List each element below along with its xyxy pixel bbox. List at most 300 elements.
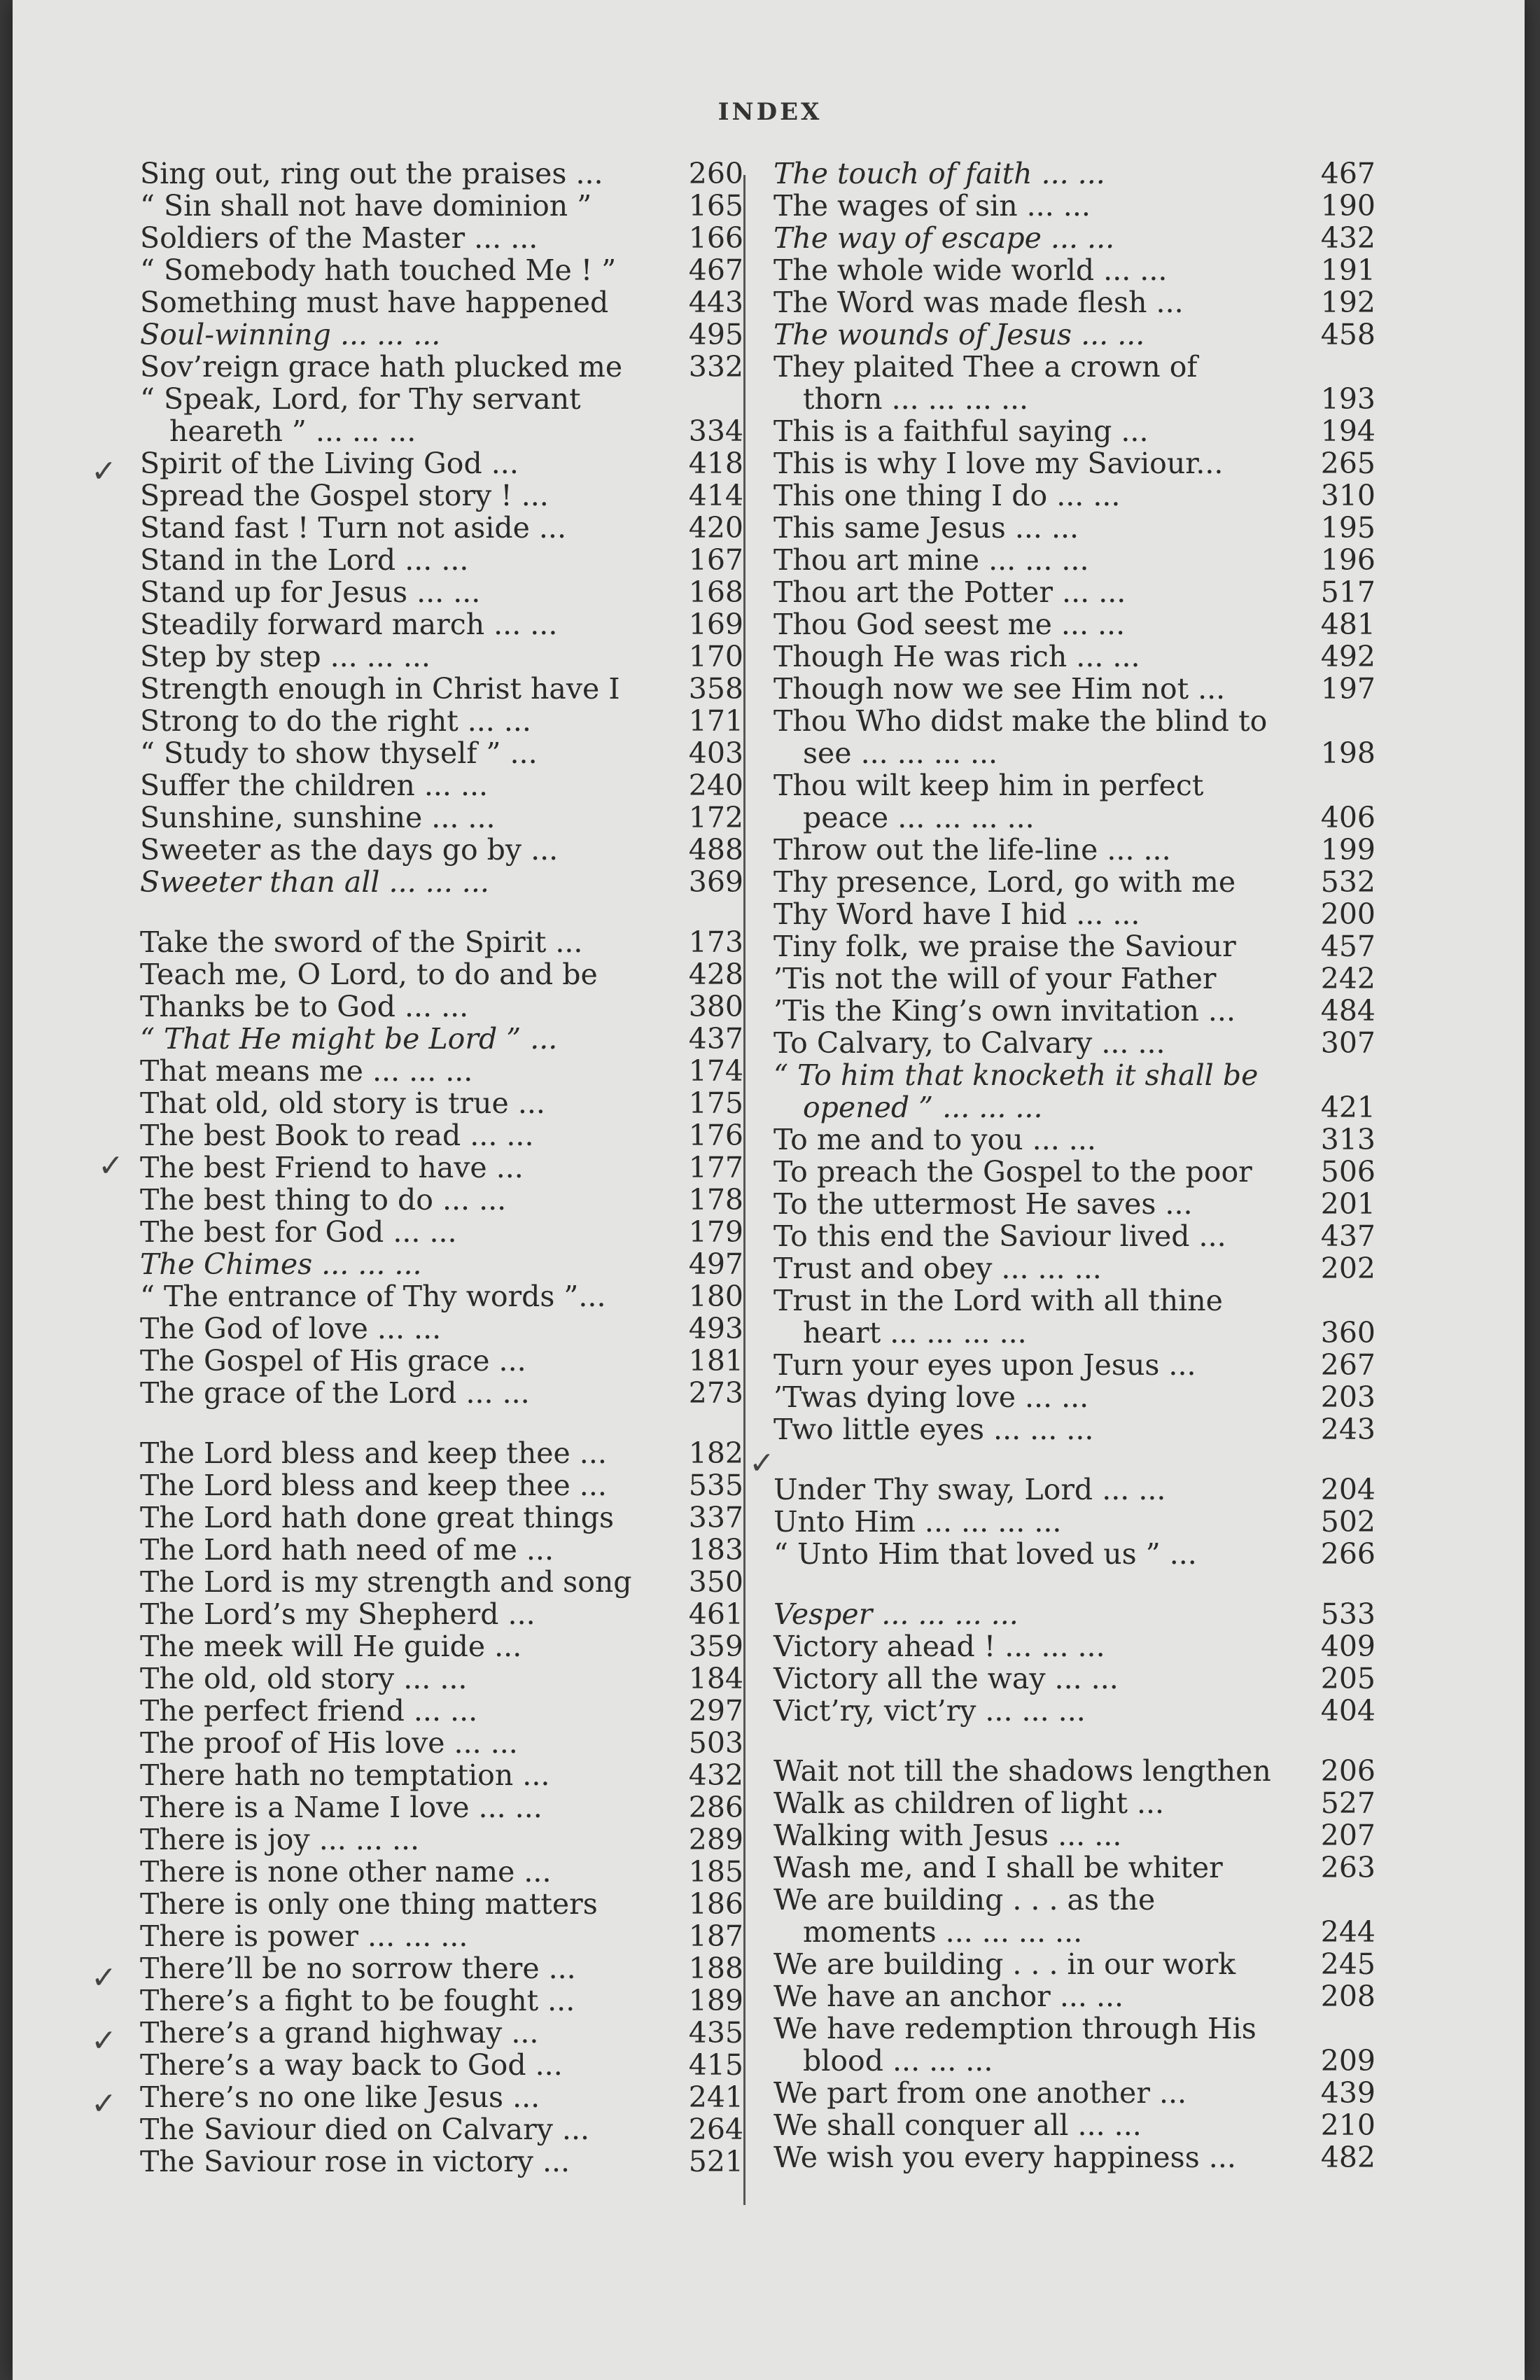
- index-entry: [774, 512, 1376, 544]
- index-entry: [140, 479, 743, 512]
- hymn-title: [774, 479, 1306, 512]
- hymn-title-text: Thou wilt keep him in perfect: [774, 769, 1204, 802]
- hymn-title: [774, 962, 1306, 995]
- index-entry: [774, 576, 1376, 608]
- hymn-title-text: Stand up for Jesus ... ...: [140, 575, 481, 609]
- hymn-title: [774, 544, 1306, 576]
- hymn-number: 521: [688, 2145, 743, 2178]
- hymn-number: 420: [688, 511, 743, 545]
- index-section: [140, 1437, 743, 2178]
- hymn-number: 484: [1320, 994, 1376, 1028]
- hymn-number: 190: [1320, 189, 1376, 223]
- hymn-title-text: There’s a fight to be fought ...: [140, 1984, 575, 2017]
- hymn-number: 414: [688, 479, 743, 512]
- hymn-title: [140, 1952, 673, 1984]
- hymn-title-text: The perfect friend ... ...: [140, 1694, 478, 1728]
- index-entry: [774, 1851, 1376, 1884]
- hymn-title-text: The wounds of Jesus ... ...: [774, 318, 1145, 351]
- index-entry: [774, 1349, 1376, 1381]
- hymn-title-text: The Lord is my strength and song: [140, 1565, 632, 1599]
- hymn-number: 183: [688, 1533, 743, 1567]
- hymn-title-text: The Lord hath need of me ...: [140, 1533, 554, 1567]
- index-entry: [774, 2077, 1376, 2109]
- hymn-number: 467: [688, 253, 743, 287]
- index-section: [140, 158, 743, 898]
- hymn-title-text: The wages of sin ... ...: [774, 189, 1091, 223]
- hymn-title-text: Strength enough in Christ have I: [140, 672, 620, 706]
- index-entry: [140, 1888, 743, 1920]
- hymn-title-text: Sunshine, sunshine ... ...: [140, 801, 496, 834]
- hymn-title-text: “ Unto Him that loved us ” ...: [774, 1537, 1197, 1571]
- hymn-title-text: We wish you every happiness ...: [774, 2141, 1236, 2174]
- hymn-title-text: The way of escape ... ...: [774, 221, 1115, 255]
- hymn-title-text: Though He was rich ... ...: [774, 640, 1140, 673]
- hymn-title: [140, 1662, 673, 1695]
- index-entry: [140, 1023, 743, 1055]
- hymn-number: 198: [1320, 736, 1376, 770]
- hymn-title: [140, 1727, 673, 1759]
- hymn-number: 264: [688, 2113, 743, 2146]
- index-entry: [140, 1312, 743, 1345]
- hymn-title-text: We have redemption through His: [774, 2012, 1256, 2045]
- hymn-number: 495: [688, 318, 743, 351]
- hymn-number: 350: [688, 1565, 743, 1599]
- index-entry: [140, 737, 743, 769]
- hymn-title: [140, 608, 673, 640]
- hymn-title-text: Take the sword of the Spirit ...: [140, 925, 583, 959]
- hymn-title: [140, 318, 673, 351]
- hymn-title-text: The grace of the Lord ... ...: [140, 1376, 530, 1410]
- hymn-title-text: Trust and obey ... ... ...: [774, 1252, 1102, 1285]
- hymn-title-text: To Calvary, to Calvary ... ...: [774, 1026, 1166, 1060]
- hymn-title-text: There’s a way back to God ...: [140, 2048, 563, 2082]
- index-entry: [140, 802, 743, 834]
- hymn-title: [140, 1888, 673, 1920]
- hymn-number: 245: [1320, 1947, 1376, 1981]
- hymn-number: 188: [688, 1952, 743, 1985]
- hymn-title-text: There is a Name I love ... ...: [140, 1791, 542, 1824]
- hymn-title-text: The meek will He guide ...: [140, 1630, 522, 1663]
- hymn-title: [774, 1252, 1306, 1284]
- hymn-number: 193: [1320, 382, 1376, 416]
- index-entry: [140, 1534, 743, 1566]
- hymn-title: [774, 1220, 1306, 1252]
- hymn-title-text: The God of love ... ...: [140, 1312, 442, 1345]
- pencil-check-mark-icon: ✓: [91, 454, 117, 489]
- hymn-title-text: The touch of faith ... ...: [774, 157, 1105, 190]
- hymn-title-continuation: opened ” ... ... ...: [803, 1091, 1043, 1124]
- hymn-title-continuation: blood ... ... ...: [803, 2044, 993, 2078]
- hymn-title-text: Unto Him ... ... ... ...: [774, 1505, 1062, 1539]
- hymn-title-text: Thou art the Potter ... ...: [774, 575, 1126, 609]
- hymn-number: 205: [1320, 1662, 1376, 1695]
- hymn-title: [774, 447, 1306, 479]
- hymn-title-text: The best Book to read ... ...: [140, 1119, 534, 1152]
- hymn-number: 502: [1320, 1505, 1376, 1539]
- hymn-number: 358: [688, 672, 743, 706]
- hymn-title-text: The Lord bless and keep thee ...: [140, 1436, 607, 1470]
- hymn-title: [140, 705, 673, 737]
- hymn-title: [140, 1216, 673, 1248]
- hymn-title-text: That means me ... ... ...: [140, 1054, 473, 1088]
- hymn-number: 503: [688, 1726, 743, 1760]
- index-entry: [140, 1598, 743, 1630]
- index-entry: [774, 1695, 1376, 1727]
- hymn-number: 196: [1320, 543, 1376, 577]
- hymn-title-text: The Lord hath done great things: [140, 1501, 614, 1534]
- hymn-number: 497: [688, 1247, 743, 1281]
- hymn-number: 189: [688, 1984, 743, 2017]
- hymn-title: [140, 1023, 673, 1055]
- hymn-title: [774, 834, 1306, 866]
- hymn-title-text: Stand in the Lord ... ...: [140, 543, 469, 577]
- index-entry: [140, 2017, 743, 2049]
- hymn-number: 176: [688, 1119, 743, 1152]
- hymn-number: 180: [688, 1280, 743, 1313]
- hymn-title: [774, 158, 1306, 190]
- hymn-title-text: Teach me, O Lord, to do and be: [140, 958, 598, 991]
- hymn-number: 173: [688, 925, 743, 959]
- index-entry: [140, 866, 743, 898]
- index-entry: [774, 1598, 1376, 1630]
- hymn-title: [140, 1791, 673, 1823]
- hymn-title-text: Steadily forward march ... ...: [140, 608, 558, 641]
- hymn-title: [774, 640, 1306, 673]
- hymn-number: 481: [1320, 608, 1376, 641]
- index-entry: [774, 930, 1376, 962]
- hymn-title: [140, 1119, 673, 1152]
- hymn-number: 244: [1320, 1915, 1376, 1949]
- hymn-title: [774, 1851, 1306, 1884]
- hymn-number: 517: [1320, 575, 1376, 609]
- hymn-title-text: Victory ahead ! ... ... ...: [774, 1630, 1105, 1663]
- hymn-title-text: Strong to do the right ... ...: [140, 704, 531, 738]
- index-entry: [774, 1506, 1376, 1538]
- hymn-number: 209: [1320, 2044, 1376, 2078]
- hymn-title-text: Soul-winning ... ... ...: [140, 318, 441, 351]
- hymn-title: [774, 930, 1306, 962]
- hymn-title-text: Tiny folk, we praise the Saviour: [774, 930, 1236, 963]
- page-title: INDEX: [718, 98, 822, 126]
- index-entry: [140, 640, 743, 673]
- index-entry: [140, 958, 743, 990]
- hymn-title: [140, 1630, 673, 1662]
- hymn-title-text: Though now we see Him not ...: [774, 672, 1226, 706]
- hymn-number: 409: [1320, 1630, 1376, 1663]
- hymn-title-text: To preach the Gospel to the poor: [774, 1155, 1252, 1189]
- index-entry: [140, 254, 743, 286]
- hymn-title-continuation: moments ... ... ... ...: [803, 1915, 1083, 1949]
- hymn-title-text: Vict’ry, vict’ry ... ... ...: [774, 1694, 1086, 1728]
- hymn-title-text: Two little eyes ... ... ...: [774, 1413, 1094, 1446]
- hymn-title: [140, 190, 673, 222]
- hymn-number: 439: [1320, 2076, 1376, 2110]
- index-entry: [140, 1087, 743, 1119]
- index-entry: [140, 2146, 743, 2178]
- hymn-title-text: Vesper ... ... ... ...: [774, 1597, 1018, 1631]
- index-entry: [140, 1791, 743, 1823]
- hymn-title: [140, 2113, 673, 2146]
- hymn-number: 169: [688, 608, 743, 641]
- index-section: [774, 1755, 1376, 2174]
- hymn-title: [774, 1980, 1306, 2012]
- hymn-title: [140, 673, 673, 705]
- hymn-title: [140, 1502, 673, 1534]
- hymn-title: [774, 705, 1306, 769]
- hymn-number: 313: [1320, 1123, 1376, 1156]
- hymn-title: [140, 834, 673, 866]
- hymn-title: [140, 1377, 673, 1409]
- index-entry: [774, 1252, 1376, 1284]
- hymn-title-text: The best for God ... ...: [140, 1215, 457, 1249]
- hymn-title-text: The Chimes ... ... ...: [140, 1247, 422, 1281]
- hymn-title-text: The best Friend to have ...: [140, 1151, 524, 1184]
- index-entry: [140, 1662, 743, 1695]
- hymn-title-text: Stand fast ! Turn not aside ...: [140, 511, 566, 545]
- index-entry: [140, 2113, 743, 2146]
- hymn-number: 263: [1320, 1851, 1376, 1884]
- hymn-title-text: Sing out, ring out the praises ...: [140, 157, 603, 190]
- hymn-number: 532: [1320, 865, 1376, 899]
- hymn-title-text: Step by step ... ... ...: [140, 640, 430, 673]
- hymn-title: [774, 254, 1306, 286]
- hymn-title: [140, 1598, 673, 1630]
- hymn-number: 535: [688, 1469, 743, 1502]
- hymn-title-continuation: heareth ” ... ... ...: [169, 414, 416, 448]
- hymn-number: 179: [688, 1215, 743, 1249]
- index-entry: [140, 1280, 743, 1312]
- hymn-title-text: Thanks be to God ... ...: [140, 990, 469, 1023]
- hymn-number: 403: [688, 736, 743, 770]
- hymn-title-text: “ To him that knocketh it shall be: [774, 1058, 1259, 1092]
- index-entry: [774, 1124, 1376, 1156]
- index-entry: [774, 1474, 1376, 1506]
- hymn-title-text: Soldiers of the Master ... ...: [140, 221, 538, 255]
- index-entry: [774, 1156, 1376, 1188]
- hymn-number: 527: [1320, 1786, 1376, 1820]
- index-entry: [140, 1920, 743, 1952]
- hymn-title: [140, 158, 673, 190]
- hymn-title: [140, 737, 673, 769]
- hymn-number: 204: [1320, 1473, 1376, 1506]
- hymn-title: [140, 990, 673, 1023]
- index-entry: [774, 673, 1376, 705]
- index-entry: [140, 1055, 743, 1087]
- hymn-title-text: Under Thy sway, Lord ... ...: [774, 1473, 1166, 1506]
- hymn-title-text: There is none other name ...: [140, 1855, 552, 1889]
- hymn-number: 241: [688, 2080, 743, 2114]
- index-entry: [774, 1538, 1376, 1570]
- hymn-number: 332: [688, 350, 743, 384]
- hymn-title-text: Thy Word have I hid ... ...: [774, 897, 1140, 931]
- index-entry: [774, 962, 1376, 995]
- hymn-title-text: Wash me, and I shall be whiter: [774, 1851, 1223, 1884]
- hymn-number: 506: [1320, 1155, 1376, 1189]
- index-entry: [140, 1469, 743, 1502]
- index-entry: [140, 1856, 743, 1888]
- index-entry: [140, 1952, 743, 1984]
- index-entry: [140, 447, 743, 479]
- hymn-number: 307: [1320, 1026, 1376, 1060]
- hymn-title-text: We are building . . . as the: [774, 1883, 1156, 1917]
- index-entry: [774, 834, 1376, 866]
- hymn-title: [774, 286, 1306, 318]
- index-entry: [140, 1119, 743, 1152]
- hymn-title-text: Thou art mine ... ... ...: [774, 543, 1089, 577]
- index-entry: [140, 1345, 743, 1377]
- hymn-title: [140, 1469, 673, 1502]
- hymn-title: [774, 1027, 1306, 1059]
- hymn-number: 289: [688, 1823, 743, 1856]
- hymn-number: 265: [1320, 447, 1376, 480]
- hymn-number: 360: [1320, 1316, 1376, 1350]
- hymn-title-text: Walking with Jesus ... ...: [774, 1819, 1122, 1852]
- index-entry: [140, 2049, 743, 2081]
- hymn-title: [140, 2049, 673, 2081]
- hymn-title: [140, 1184, 673, 1216]
- index-entry: [774, 1980, 1376, 2012]
- index-entry: [140, 608, 743, 640]
- hymn-number: 432: [688, 1758, 743, 1792]
- index-entry: [140, 1502, 743, 1534]
- index-column-right: [774, 158, 1376, 2202]
- hymn-number: 187: [688, 1919, 743, 1953]
- hymn-title: [774, 1755, 1306, 1787]
- index-entry: [140, 834, 743, 866]
- hymn-title-text: Throw out the life-line ... ...: [774, 833, 1171, 867]
- hymn-title-text: Thou Who didst make the blind to: [774, 704, 1268, 738]
- hymn-number: 197: [1320, 672, 1376, 706]
- pencil-check-mark-icon: ✓: [749, 1446, 775, 1481]
- hymn-title: [774, 1381, 1306, 1413]
- hymn-title: [774, 1819, 1306, 1851]
- index-entry: [140, 383, 743, 447]
- index-entry: [774, 286, 1376, 318]
- hymn-number: 492: [1320, 640, 1376, 673]
- hymn-title-text: Something must have happened: [140, 286, 609, 319]
- hymn-number: 286: [688, 1791, 743, 1824]
- hymn-title: [774, 1156, 1306, 1188]
- hymn-title-text: “ That He might be Lord ” ...: [140, 1022, 558, 1056]
- hymn-number: 273: [688, 1376, 743, 1410]
- hymn-title: [774, 1630, 1306, 1662]
- hymn-number: 260: [688, 157, 743, 190]
- hymn-title: [140, 802, 673, 834]
- index-entry: [140, 318, 743, 351]
- hymn-number: 421: [1320, 1091, 1376, 1124]
- hymn-title-text: Walk as children of light ...: [774, 1786, 1165, 1820]
- hymn-title-text: Wait not till the shadows lengthen: [774, 1754, 1271, 1788]
- column-divider: [743, 175, 746, 2205]
- index-entry: [774, 190, 1376, 222]
- hymn-title: [140, 1087, 673, 1119]
- index-entry: [774, 2141, 1376, 2174]
- hymn-number: 418: [688, 447, 743, 480]
- index-entry: [140, 1727, 743, 1759]
- hymn-title-text: The Saviour died on Calvary ...: [140, 2113, 590, 2146]
- index-section: [774, 1598, 1376, 1727]
- hymn-title-text: Sweeter than all ... ... ...: [140, 865, 489, 899]
- hymn-number: 208: [1320, 1980, 1376, 2013]
- hymn-number: 432: [1320, 221, 1376, 255]
- hymn-number: 482: [1320, 2141, 1376, 2174]
- index-entry: [140, 544, 743, 576]
- hymn-title: [140, 1695, 673, 1727]
- index-entry: [140, 1248, 743, 1280]
- index-entry: [140, 1184, 743, 1216]
- hymn-number: 493: [688, 1312, 743, 1345]
- hymn-title-text: Thy presence, Lord, go with me: [774, 865, 1236, 899]
- hymn-title-text: The Saviour rose in victory ...: [140, 2145, 570, 2178]
- hymn-title: [140, 1055, 673, 1087]
- index-entry: [774, 1819, 1376, 1851]
- hymn-number: 380: [688, 990, 743, 1023]
- hymn-number: 178: [688, 1183, 743, 1217]
- hymn-title: [140, 866, 673, 898]
- hymn-number: 174: [688, 1054, 743, 1088]
- index-entry: [140, 2081, 743, 2113]
- hymn-title-text: “ Sin shall not have dominion ”: [140, 189, 592, 223]
- hymn-title: [774, 769, 1306, 834]
- hymn-title-continuation: heart ... ... ... ...: [803, 1316, 1027, 1350]
- index-entry: [774, 1188, 1376, 1220]
- index-entry: [774, 1220, 1376, 1252]
- hymn-number: 240: [688, 769, 743, 802]
- hymn-title-text: Spirit of the Living God ...: [140, 447, 519, 480]
- hymn-title: [140, 383, 673, 447]
- pencil-check-mark-icon: ✓: [91, 1960, 117, 1996]
- hymn-number: 165: [688, 189, 743, 223]
- hymn-number: 435: [688, 2016, 743, 2050]
- hymn-title-text: There is joy ... ... ...: [140, 1823, 420, 1856]
- hymn-title: [140, 1248, 673, 1280]
- hymn-title: [140, 1345, 673, 1377]
- index-entry: [774, 1662, 1376, 1695]
- hymn-number: 415: [688, 2048, 743, 2082]
- hymn-title: [140, 222, 673, 254]
- hymn-title-text: There is only one thing matters: [140, 1887, 598, 1921]
- index-entry: [774, 866, 1376, 898]
- index-entry: [140, 673, 743, 705]
- hymn-title: [774, 1598, 1306, 1630]
- pencil-check-mark-icon: ✓: [91, 2086, 117, 2122]
- hymn-title: [140, 2017, 673, 2049]
- hymn-number: 297: [688, 1694, 743, 1728]
- hymn-title-continuation: thorn ... ... ... ...: [803, 382, 1029, 416]
- hymn-title-text: There’s a grand highway ...: [140, 2016, 539, 2050]
- hymn-title: [774, 608, 1306, 640]
- index-column-left: [140, 158, 743, 2206]
- hymn-title: [140, 512, 673, 544]
- index-entry: [774, 898, 1376, 930]
- hymn-number: 210: [1320, 2108, 1376, 2142]
- index-entry: [774, 479, 1376, 512]
- hymn-title-text: ’Tis not the will of your Father: [774, 962, 1217, 995]
- hymn-title: [774, 1124, 1306, 1156]
- hymn-title: [774, 866, 1306, 898]
- hymn-title-text: “ Speak, Lord, for Thy servant: [140, 382, 581, 416]
- hymn-number: 310: [1320, 479, 1376, 512]
- hymn-number: 166: [688, 221, 743, 255]
- hymn-title: [774, 415, 1306, 447]
- hymn-title: [140, 1312, 673, 1345]
- hymn-number: 488: [688, 833, 743, 867]
- hymn-title-text: There’ll be no sorrow there ...: [140, 1952, 576, 1985]
- index-entry: [774, 769, 1376, 834]
- hymn-title: [140, 576, 673, 608]
- hymn-number: 266: [1320, 1537, 1376, 1571]
- index-entry: [140, 1437, 743, 1469]
